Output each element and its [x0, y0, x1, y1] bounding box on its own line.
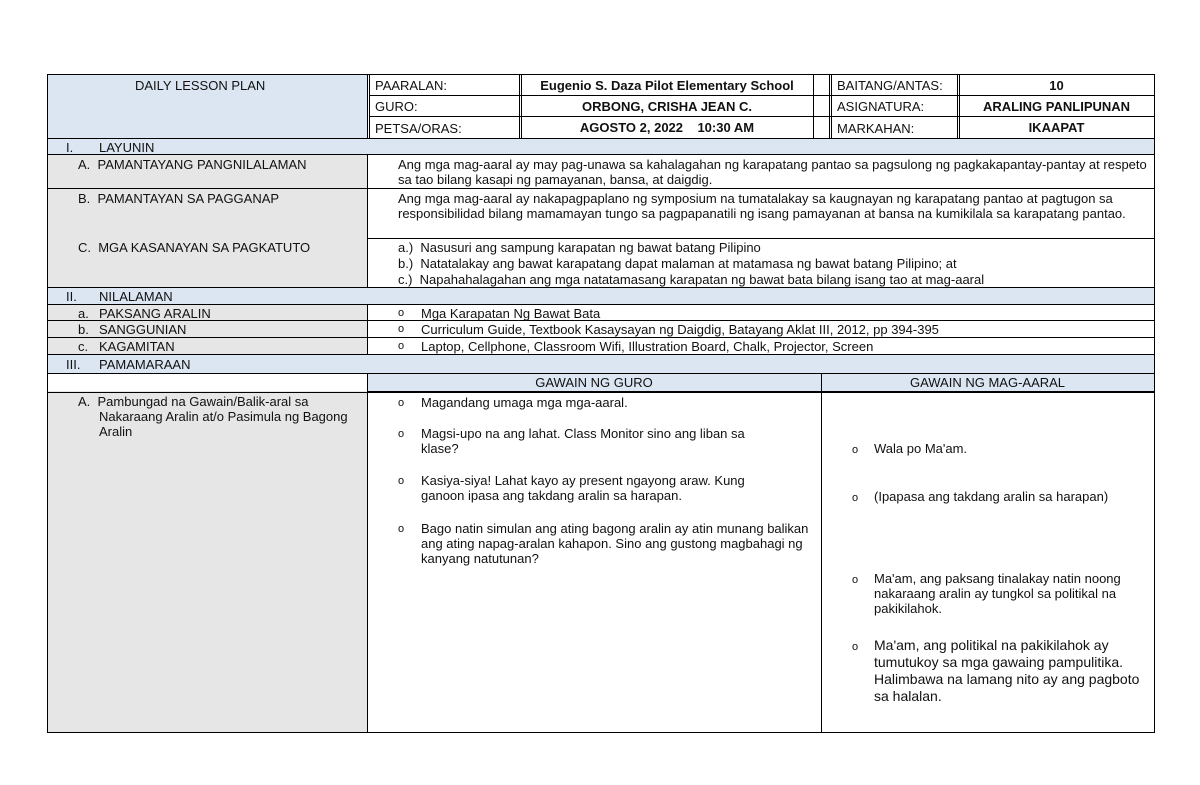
gawain-ng-mag-aaral-header: GAWAIN NG MAG-AARAL: [909, 375, 1066, 390]
markahan-label: MARKAHAN:: [837, 121, 915, 136]
sanggunian-label: SANGGUNIAN: [99, 322, 187, 337]
paksang-aralin-label: PAKSANG ARALIN: [99, 306, 211, 321]
pamamaraan-heading: PAMAMARAAN: [99, 357, 191, 372]
layunin-number: I.: [66, 140, 74, 155]
nilalaman-header-bg: [48, 287, 1154, 304]
guro-value: ORBONG, CRISHA JEAN C.: [582, 99, 752, 114]
mag-aaral-item: Ma'am, ang politikal na pakikilahok ay tumutukoy sa mga gawaing pampulitika. Halimbawa na lamang nito ay ang pagboto sa halalan.: [874, 637, 1140, 704]
pamantayan-sa-pagganap-label: B. PAMANTAYAN SA PAGGANAP: [78, 191, 280, 206]
bullet-icon: o: [852, 444, 859, 456]
nilalaman-row-letter: a.: [78, 306, 89, 321]
pamamaraan-number: III.: [66, 357, 81, 372]
pamantayang-pangnilalaman-text: Ang mga mag-aaral ay may pag-unawa sa kahalagahan ng karapatang pantao sa pagsulong ng pagkakapantay-pantay at respeto sa tao bilang kasapi ng pamayanan, bansa, at daigdig.: [398, 157, 1147, 187]
mag-aaral-item: Ma'am, ang paksang tinalakay natin noong nakaraang aralin ay tungkol sa politikal na pakikilahok.: [874, 571, 1121, 616]
pamamaraan-header-bg: [48, 354, 1154, 374]
guro-item: Magsi-upo na ang lahat. Class Monitor sino ang liban sa klase?: [421, 426, 745, 456]
layunin-heading: LAYUNIN: [99, 140, 155, 155]
guro-item: Kasiya-siya! Lahat kayo ay present ngayong araw. Kung ganoon ipasa ang takdang aralin sa harapan.: [421, 473, 745, 503]
mga-kasanayan-label: C. MGA KASANAYAN SA PAGKATUTO: [78, 240, 311, 255]
gawain-ng-guro-header: GAWAIN NG GURO: [535, 375, 653, 390]
petsa-label: PETSA/ORAS:: [375, 121, 462, 136]
pamamaraan-label-bg: [48, 391, 367, 732]
markahan-value: IKAAPAT: [1028, 120, 1085, 135]
kasanayan-item: a.) Nasusuri ang sampung karapatan ng bawat batang Pilipino: [398, 240, 761, 255]
bullet-icon: o: [398, 475, 405, 487]
bullet-icon: o: [852, 574, 859, 586]
pamantayang-pangnilalaman-label: A. PAMANTAYANG PANGNILALAMAN: [78, 157, 307, 172]
mag-aaral-item: (Ipapasa ang takdang aralin sa harapan): [874, 489, 1109, 504]
bullet-icon: o: [852, 641, 859, 653]
baitang-label: BAITANG/ANTAS:: [837, 78, 943, 93]
asignatura-label: ASIGNATURA:: [837, 99, 925, 114]
asignatura-value: ARALING PANLIPUNAN: [982, 99, 1131, 114]
paksang-aralin-value: Mga Karapatan Ng Bawat Bata: [421, 306, 601, 321]
sanggunian-value: Curriculum Guide, Textbook Kasaysayan ng Daigdig, Batayang Aklat III, 2012, pp 394-395: [421, 322, 939, 337]
bullet-icon: o: [398, 523, 405, 535]
kagamitan-value: Laptop, Cellphone, Classroom Wifi, Illustration Board, Chalk, Projector, Screen: [421, 339, 874, 354]
bullet-icon: o: [398, 397, 405, 409]
kagamitan-label: KAGAMITAN: [99, 339, 175, 354]
nilalaman-row-letter: c.: [78, 339, 89, 354]
baitang-value: 10: [1049, 78, 1064, 93]
guro-item: Magandang umaga mga mga-aaral.: [421, 395, 628, 410]
kasanayan-item: b.) Natatalakay ang bawat karapatang dapat malaman at matamasa ng bawat batang Pilipino; at: [398, 256, 957, 271]
bullet-icon: o: [398, 307, 405, 319]
nilalaman-number: II.: [66, 289, 77, 304]
kasanayan-item: c.) Napahahalagahan ang mga natatamasang karapatan ng bawat bata bilang isang tao at mag-aaral: [398, 272, 985, 287]
layunin-header-bg: [48, 138, 1154, 155]
nilalaman-row-letter: b.: [78, 322, 89, 337]
paaralan-label: PAARALAN:: [375, 78, 448, 93]
mag-aaral-item: Wala po Ma'am.: [874, 441, 968, 456]
nilalaman-heading: NILALAMAN: [99, 289, 173, 304]
pambungad-label: A. Pambungad na Gawain/Balik-aral sa Nakaraang Aralin at/o Pasimula ng Bagong Aralin: [78, 394, 351, 439]
bullet-icon: o: [398, 428, 405, 440]
guro-item: Bago natin simulan ang ating bagong aralin ay atin munang balikan ang ating napag-aralan kahapon. Sino ang gustong magbahagi ng kanyang natutunan?: [421, 521, 809, 566]
layunin-label-bg: [48, 155, 367, 287]
bullet-icon: o: [398, 340, 405, 352]
bullet-icon: o: [398, 323, 405, 335]
lesson-plan-title: DAILY LESSON PLAN: [135, 78, 266, 93]
guro-label: GURO:: [375, 99, 418, 114]
petsa-value: AGOSTO 2, 2022 10:30 AM: [579, 120, 755, 135]
pamantayan-sa-pagganap-text: Ang mga mag-aaral ay nakapagpaplano ng symposium na tumatalakay sa kaugnayan ng karapatang pantao at pagtugon sa responsibilidad bilang mamamayan tungo sa pagpapanatili ng isang pamayanan at bansa na kumikilala sa karapatang pantao.: [398, 191, 1126, 221]
paaralan-value: Eugenio S. Daza Pilot Elementary School: [540, 78, 794, 93]
bullet-icon: o: [852, 492, 859, 504]
